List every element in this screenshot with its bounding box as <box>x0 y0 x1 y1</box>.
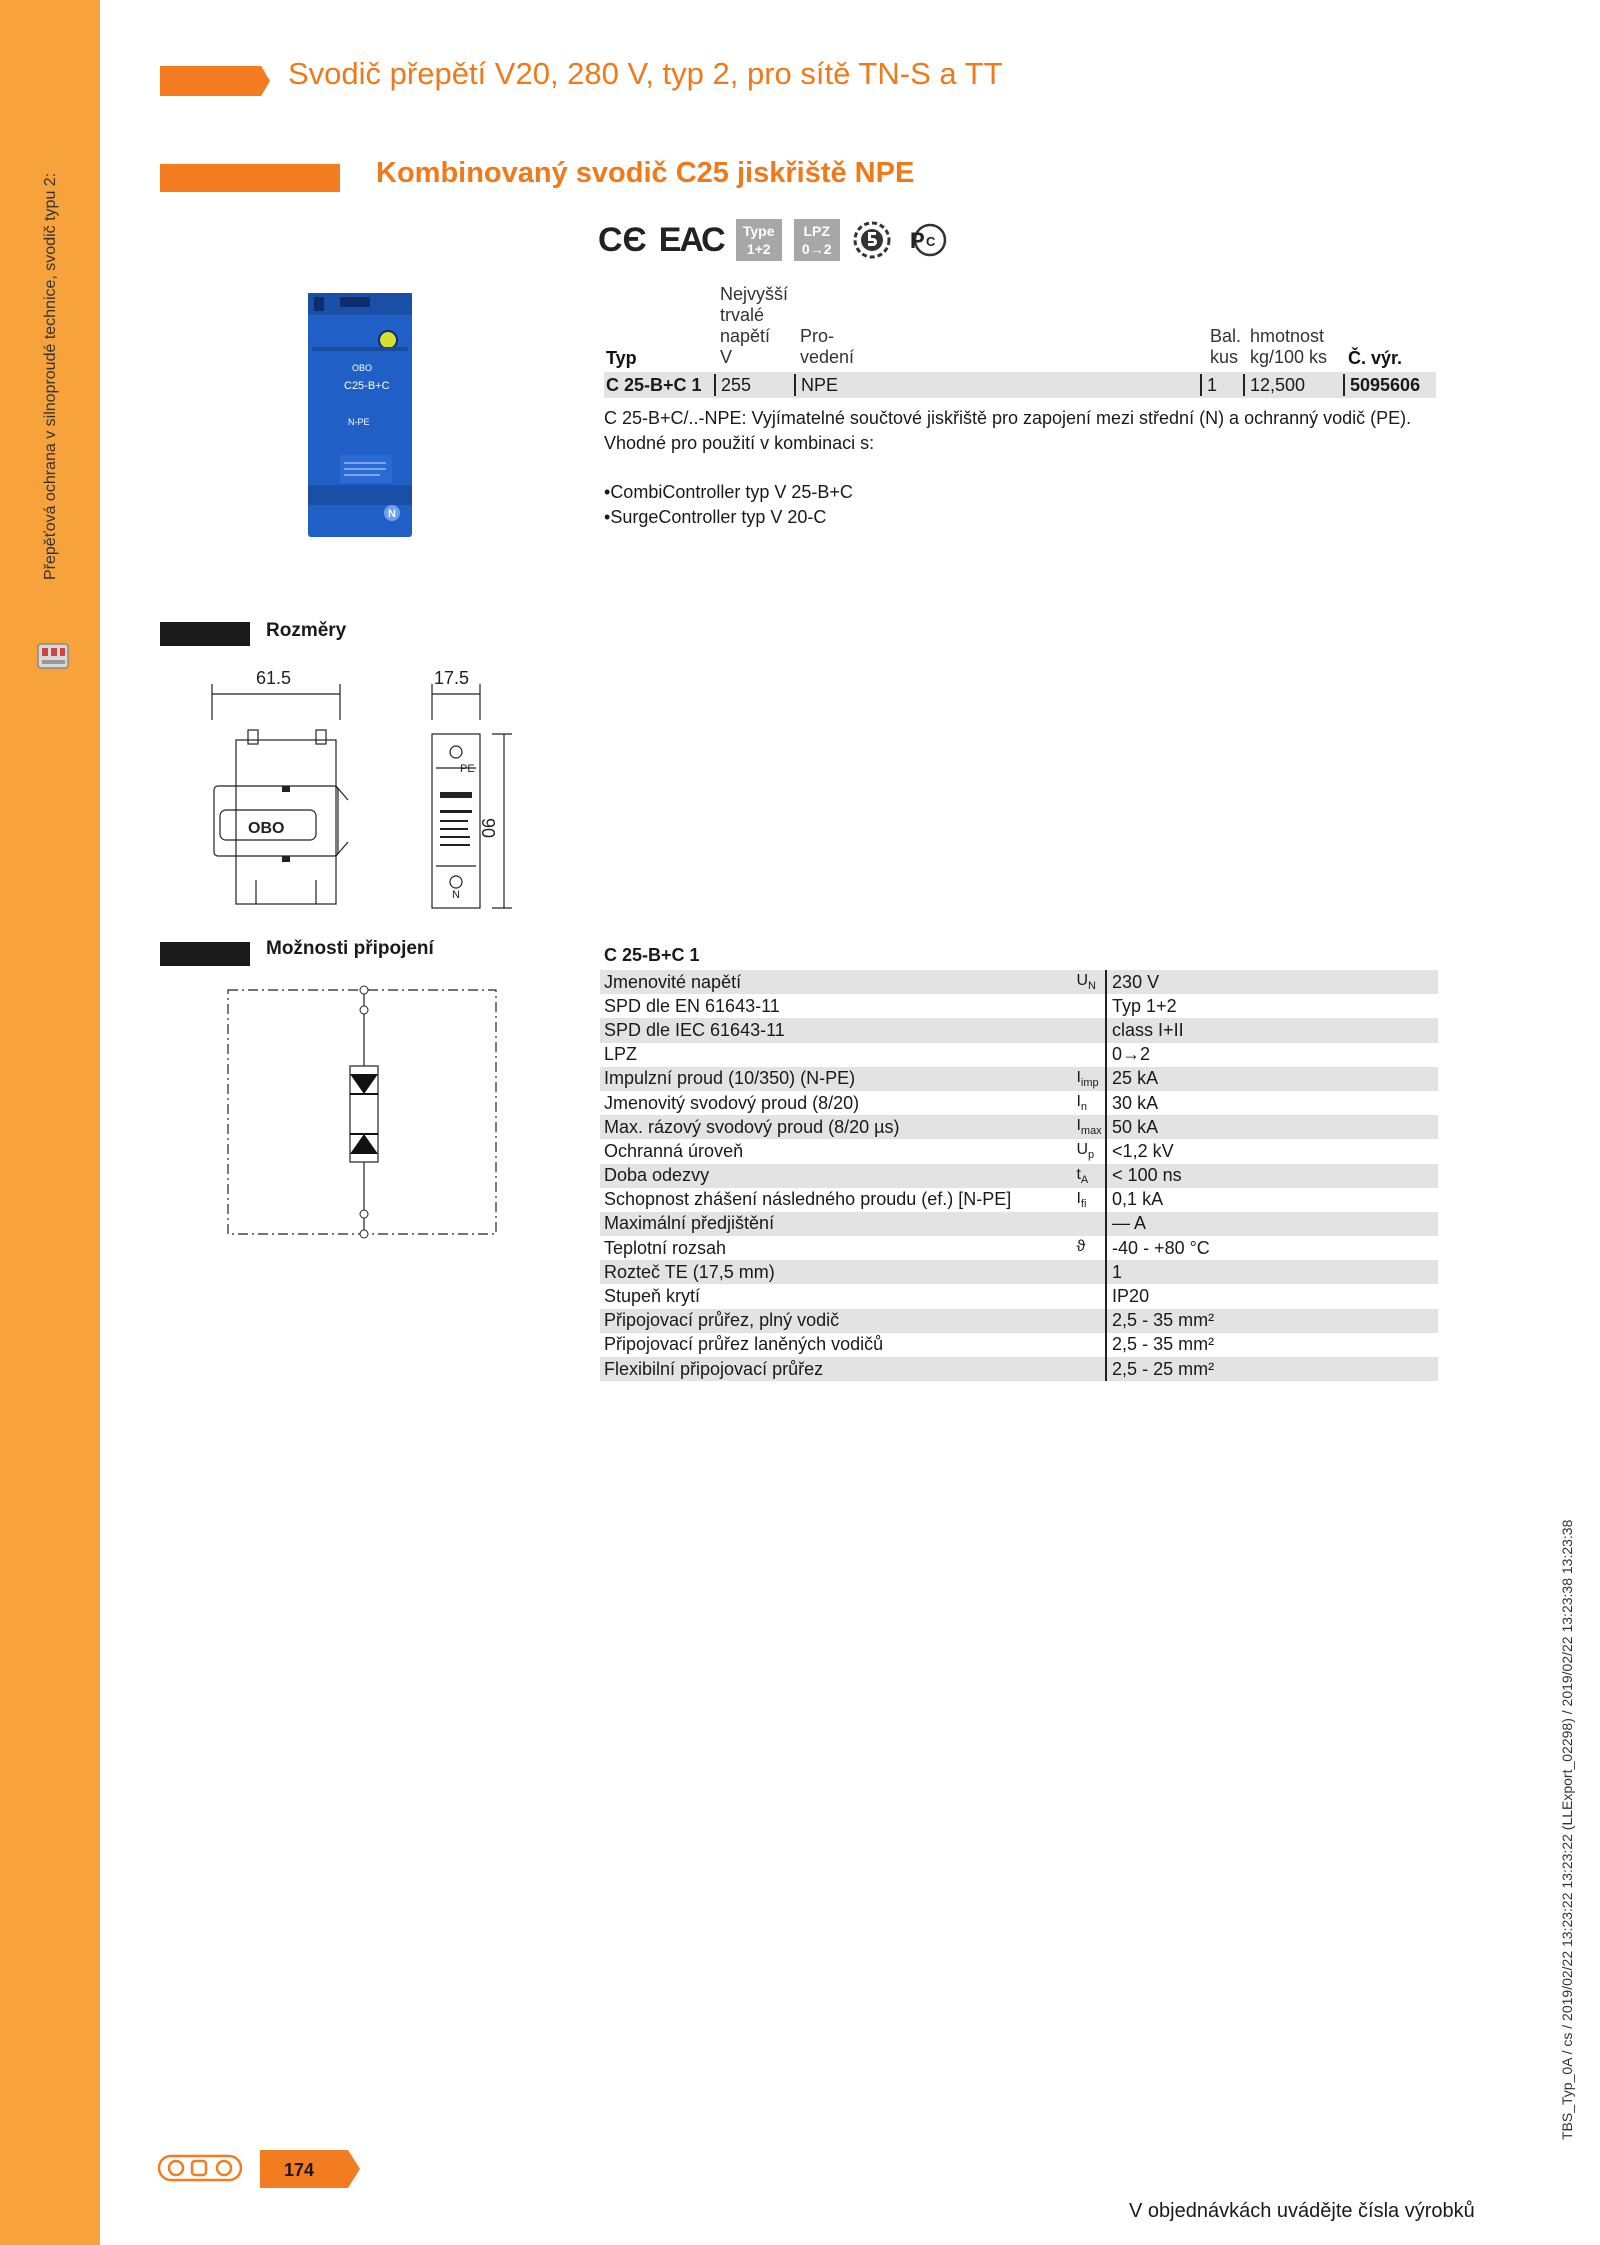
table-row <box>600 1212 1438 1236</box>
spec-value: 1 <box>1106 1260 1438 1284</box>
order-voltage: 255 <box>714 374 751 396</box>
lpz-badge-bottom: 0→2 <box>801 241 832 257</box>
spec-value: — A <box>1106 1212 1438 1236</box>
spec-symbol <box>1072 1260 1106 1284</box>
header-pack-line: Bal. <box>1210 326 1242 346</box>
connection-heading: Možnosti připojení <box>266 938 434 959</box>
spec-symbol-main: t <box>1076 1165 1081 1183</box>
header-weight-line: hmotnost <box>1250 326 1325 346</box>
spec-value: class I+II <box>1106 1018 1438 1042</box>
spec-value: 2,5 - 25 mm² <box>1106 1357 1438 1381</box>
pct-mark-icon <box>904 220 950 260</box>
header-accent-tab <box>160 66 270 96</box>
spec-symbol <box>1072 1043 1106 1067</box>
spec-symbol <box>1072 1115 1106 1139</box>
product-npe-label: N-PE <box>348 417 370 427</box>
drawing-brand-label: OBO <box>248 820 285 837</box>
table-row <box>600 1260 1438 1284</box>
spec-value: <1,2 kV <box>1106 1139 1438 1163</box>
dimension-depth: 17.5 <box>434 668 470 688</box>
spec-name: Schopnost zhášení následného proudu (ef.) [N-PE] <box>604 1189 1012 1210</box>
type-badge-bottom: 1+2 <box>746 241 771 257</box>
header-voltage-line: V <box>720 347 733 367</box>
table-row <box>600 1333 1438 1357</box>
lpz-badge <box>794 219 840 261</box>
header-version-line: Pro- <box>800 326 835 346</box>
product-model-label: C25-B+C <box>344 380 390 392</box>
ce-mark-icon: CЄ <box>598 220 647 259</box>
spec-symbol <box>1072 1309 1106 1333</box>
spec-symbol-sub: n <box>1080 1101 1088 1114</box>
spec-name: Ochranná úroveň <box>604 1140 744 1161</box>
order-number: 5095606 <box>1343 374 1420 396</box>
spec-symbol-main: U <box>1076 1141 1089 1159</box>
spec-name: Maximální předjištění <box>600 1212 1072 1236</box>
spec-name: Stupeň krytí <box>604 1286 701 1307</box>
page-title: Svodič přepětí V20, 280 V, typ 2, pro sítě TN-S a TT <box>288 56 1003 91</box>
certification-marks <box>598 218 950 262</box>
product-image <box>300 285 420 545</box>
spec-symbol <box>1072 1018 1106 1042</box>
product-brand-label: OBO <box>352 363 373 373</box>
spec-symbol-main: ϑ <box>1076 1238 1086 1256</box>
spec-symbol-main: I <box>1076 1068 1081 1086</box>
spec-symbol <box>1072 970 1106 994</box>
section-accent-tab <box>160 164 340 192</box>
header-order-number: Č. výr. <box>1348 348 1403 368</box>
spec-symbol <box>1072 1164 1106 1188</box>
table-row <box>600 1043 1438 1067</box>
spec-symbol-sub: N <box>1088 980 1096 993</box>
dimension-width: 61.5 <box>256 668 292 688</box>
spec-symbol-sub: p <box>1088 1149 1095 1162</box>
spec-symbol-main: U <box>1076 972 1089 989</box>
eac-mark-icon: ЕАС <box>658 220 724 259</box>
drawing-n-label: N <box>452 889 460 901</box>
type-badge-top: Type <box>742 223 775 239</box>
product-title: Kombinovaný svodič C25 jiskřiště NPE <box>376 157 915 189</box>
product-description: C 25-B+C/..-NPE: Vyjímatelné součtové jiskřiště pro zapojení mezi střední (N) a ochranný vodič (PE). Vhodné pro použití v kombinaci s: <box>604 408 1412 453</box>
product-n-label: N <box>388 508 396 520</box>
spec-value: < 100 ns <box>1106 1164 1438 1188</box>
header-weight-line: kg/100 ks <box>1250 347 1328 367</box>
spec-value: 0→2 <box>1106 1043 1438 1067</box>
spec-symbol-main: I <box>1076 1189 1081 1207</box>
spec-name: Max. rázový svodový proud (8/20 µs) <box>600 1115 1072 1139</box>
spec-title: C 25-B+C 1 <box>604 945 700 965</box>
spec-symbol-sub: max <box>1080 1125 1102 1138</box>
spec-symbol <box>1072 1212 1106 1236</box>
five-year-warranty-icon <box>852 220 892 260</box>
spec-symbol-main: I <box>1076 1117 1081 1135</box>
svg-text:P: P <box>909 228 925 253</box>
header-pack <box>1210 326 1241 368</box>
spec-symbol <box>1072 1284 1106 1308</box>
order-pack: 1 <box>1200 374 1217 396</box>
spec-value: IP20 <box>1106 1284 1438 1308</box>
table-row <box>600 1188 1438 1212</box>
spec-value: 30 kA <box>1106 1091 1438 1115</box>
table-row <box>600 1284 1438 1308</box>
header-voltage-line: Nejvyšší <box>720 284 789 304</box>
table-row <box>600 1236 1438 1260</box>
footer-note: V objednávkách uvádějte čísla výrobků <box>1129 2200 1475 2222</box>
table-row <box>600 1115 1438 1139</box>
header-typ: Typ <box>606 348 637 368</box>
dimensions-heading: Rozměry <box>266 620 347 641</box>
spec-name: Připojovací průřez laněných vodičů <box>604 1334 884 1355</box>
spec-symbol-main: I <box>1076 1092 1081 1110</box>
spec-symbol <box>1072 1067 1106 1091</box>
list-item: • SurgeController typ V 20-C <box>604 505 853 530</box>
svg-text:C: C <box>925 234 936 249</box>
spec-symbol <box>1072 1139 1106 1163</box>
spec-value: 230 V <box>1106 970 1438 994</box>
header-weight <box>1250 326 1327 368</box>
table-row <box>600 970 1438 994</box>
spec-value: 25 kA <box>1106 1067 1438 1091</box>
spec-symbol <box>1072 1188 1106 1212</box>
spec-symbol <box>1072 1333 1106 1357</box>
spec-name: Jmenovité napětí <box>600 970 1072 994</box>
sidebar-category-text: Přepěťová ochrana v silnoproudé technice, svodič typu 2: <box>42 172 59 580</box>
dimension-drawing <box>200 660 530 940</box>
product-category-icon <box>34 636 74 676</box>
spec-value: 0,1 kA <box>1106 1188 1438 1212</box>
obo-logo <box>158 2154 242 2182</box>
spec-symbol-sub: imp <box>1080 1076 1099 1089</box>
header-version <box>800 326 854 368</box>
table-row <box>600 994 1438 1018</box>
spec-symbol <box>1072 1236 1106 1260</box>
table-row <box>600 1067 1438 1091</box>
spec-table <box>600 970 1438 1381</box>
spec-name: Teplotní rozsah <box>604 1237 727 1258</box>
header-voltage <box>720 284 788 368</box>
export-metadata-text: TBS_Typ_0A / cs / 2019/02/22 13:23:22 13:23:22 (LLExport_02298) / 2019/02/22 13:23:38 13:23:38 <box>1559 1519 1575 2140</box>
order-version: NPE <box>794 374 838 396</box>
type-badge <box>736 219 782 261</box>
connection-diagram <box>222 978 502 1248</box>
spec-symbol <box>1072 994 1106 1018</box>
table-row <box>600 1357 1438 1381</box>
spec-name: Impulzní proud (10/350) (N-PE) <box>600 1067 1072 1091</box>
spec-symbol <box>1072 1091 1106 1115</box>
spec-name: Rozteč TE (17,5 mm) <box>600 1260 1072 1284</box>
spec-symbol <box>1072 1357 1106 1381</box>
spec-value: 2,5 - 35 mm² <box>1106 1309 1438 1333</box>
spec-name: LPZ <box>604 1044 638 1065</box>
combination-list <box>604 480 853 530</box>
dimension-height: 90 <box>478 818 498 839</box>
spec-name: Flexibilní připojovací průřez <box>600 1357 1072 1381</box>
order-typ: C 25-B+C 1 <box>606 375 702 395</box>
table-row <box>600 1139 1438 1163</box>
dimensions-bar <box>160 622 250 646</box>
header-voltage-line: napětí <box>720 326 771 346</box>
header-voltage-line: trvalé <box>720 305 765 325</box>
page-number: 174 <box>284 2160 315 2180</box>
connection-bar <box>160 942 250 966</box>
spec-value: 50 kA <box>1106 1115 1438 1139</box>
header-pack-line: kus <box>1210 347 1239 367</box>
table-row <box>600 1309 1438 1333</box>
list-item: • CombiController typ V 25-B+C <box>604 480 853 505</box>
header-version-line: vedení <box>800 347 855 367</box>
table-row <box>600 1018 1438 1042</box>
spec-value: 2,5 - 35 mm² <box>1106 1333 1438 1357</box>
table-row <box>600 1164 1438 1188</box>
spec-name: Připojovací průřez, plný vodič <box>600 1309 1072 1333</box>
drawing-pe-label: PE <box>460 763 475 775</box>
lpz-badge-top: LPZ <box>803 223 830 239</box>
spec-value: Typ 1+2 <box>1106 994 1438 1018</box>
spec-symbol-sub: A <box>1080 1173 1089 1186</box>
spec-symbol-sub: fi <box>1080 1197 1087 1210</box>
spec-name: SPD dle IEC 61643-11 <box>600 1018 1072 1042</box>
spec-name: SPD dle EN 61643-11 <box>604 995 780 1016</box>
table-row <box>600 1091 1438 1115</box>
spec-name: Jmenovitý svodový proud (8/20) <box>604 1092 860 1113</box>
spec-value: -40 - +80 °C <box>1106 1236 1438 1260</box>
order-weight: 12,500 <box>1243 374 1305 396</box>
spec-name: Doba odezvy <box>600 1164 1072 1188</box>
